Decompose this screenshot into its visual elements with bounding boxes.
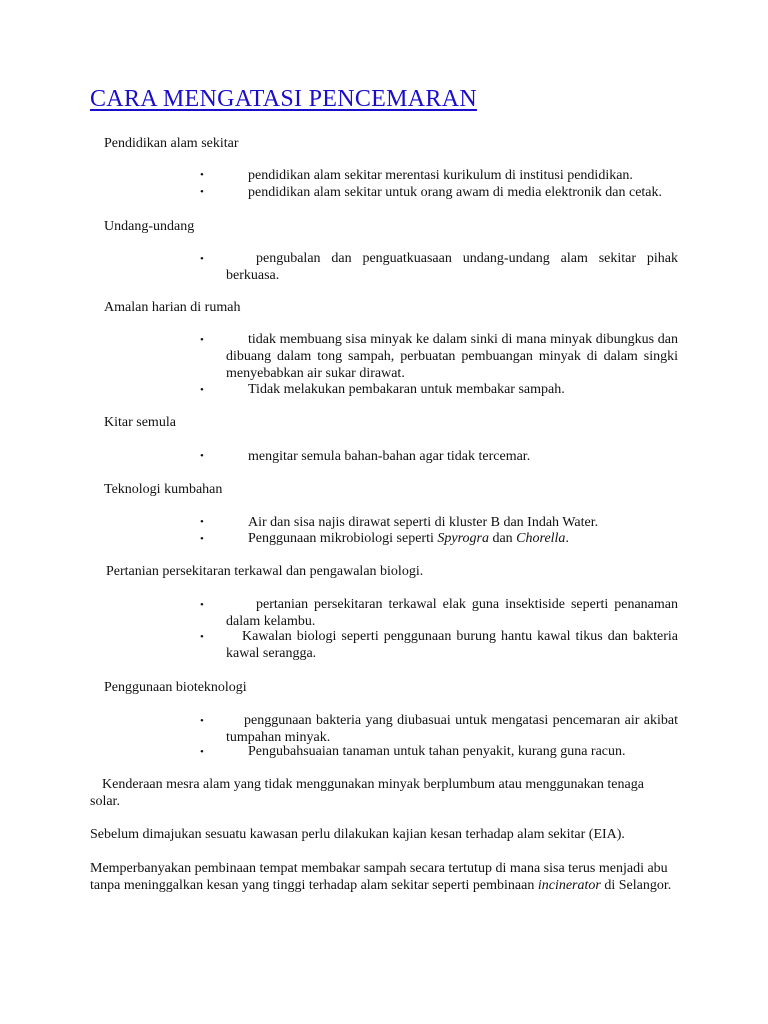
list-item-text: dan — [488, 531, 517, 546]
list-item: pendidikan alam sekitar untuk orang awam di media elektronik dan cetak. — [248, 185, 663, 200]
bullet-icon: • — [200, 746, 204, 758]
paragraph-kenderaan: Kenderaan mesra alam yang tidak menggunakan minyak berplumbum atau menggunakan tenaga solar. — [90, 777, 644, 809]
bullet-icon: • — [200, 533, 204, 545]
bullet-icon: • — [200, 384, 204, 396]
section-heading-undang-undang: Undang-undang — [104, 219, 195, 234]
list-item: tidak membuang sisa minyak ke dalam sinki di mana minyak dibungkus dan dibuang dalam tong sampah, perbuatan pembuangan minyak di dalam singki menyebabkan air sukar dirawat. — [226, 332, 678, 381]
list-item-text: Penggunaan mikrobiologi seperti — [248, 531, 438, 546]
section-heading-pendidikan: Pendidikan alam sekitar — [104, 136, 239, 151]
bullet-icon: • — [200, 186, 204, 198]
species-name: Spyrogra — [437, 531, 489, 546]
list-item — [226, 530, 678, 547]
bullet-icon: • — [200, 631, 204, 643]
list-item: pendidikan alam sekitar merentasi kurikulum di institusi pendidikan. — [248, 168, 633, 183]
bullet-icon: • — [200, 450, 204, 462]
section-heading-amalan-harian: Amalan harian di rumah — [104, 300, 241, 315]
bullet-icon: • — [200, 334, 204, 346]
section-heading-teknologi-kumbahan: Teknologi kumbahan — [104, 482, 223, 497]
paragraph-eia: Sebelum dimajukan sesuatu kawasan perlu dilakukan kajian kesan terhadap alam sekitar (EIA). — [90, 827, 625, 842]
species-name: Chorella — [516, 531, 566, 546]
section-heading-bioteknologi: Penggunaan bioteknologi — [104, 680, 247, 695]
section-heading-kitar-semula: Kitar semula — [104, 415, 176, 430]
paragraph-incinerator — [90, 860, 675, 894]
list-item: Kawalan biologi seperti penggunaan burung hantu kawal tikus dan bakteria kawal serangga. — [226, 629, 678, 661]
list-item: penggunaan bakteria yang diubasuai untuk mengatasi pencemaran air akibat tumpahan minyak. — [226, 713, 678, 745]
bullet-icon: • — [200, 715, 204, 727]
bullet-icon: • — [200, 169, 204, 181]
incinerator-term: incinerator — [537, 878, 601, 893]
list-item: Air dan sisa najis dirawat seperti di kluster B dan Indah Water. — [248, 515, 599, 530]
list-item: pengubalan dan penguatkuasaan undang-undang alam sekitar pihak berkuasa. — [226, 251, 678, 283]
list-item: pertanian persekitaran terkawal elak guna insektiside seperti penanaman dalam kelambu. — [226, 597, 678, 629]
list-item-text: . — [565, 531, 569, 546]
section-heading-pertanian: Pertanian persekitaran terkawal dan pengawalan biologi. — [106, 564, 424, 579]
page-title[interactable]: CARA MENGATASI PENCEMARAN — [90, 86, 477, 112]
paragraph-text: Memperbanyakan pembinaan tempat membakar sampah secara tertutup di mana sisa terus menjadi abu tanpa meninggalkan kesan yang tinggi terhadap alam sekitar seperti pembinaan — [90, 861, 668, 893]
list-item: mengitar semula bahan-bahan agar tidak tercemar. — [248, 449, 531, 464]
bullet-icon: • — [200, 599, 204, 611]
list-item: Pengubahsuaian tanaman untuk tahan penyakit, kurang guna racun. — [248, 744, 626, 759]
bullet-icon: • — [200, 516, 204, 528]
list-item: Tidak melakukan pembakaran untuk membakar sampah. — [248, 382, 565, 397]
bullet-icon: • — [200, 253, 204, 265]
paragraph-text: di Selangor. — [600, 878, 672, 893]
